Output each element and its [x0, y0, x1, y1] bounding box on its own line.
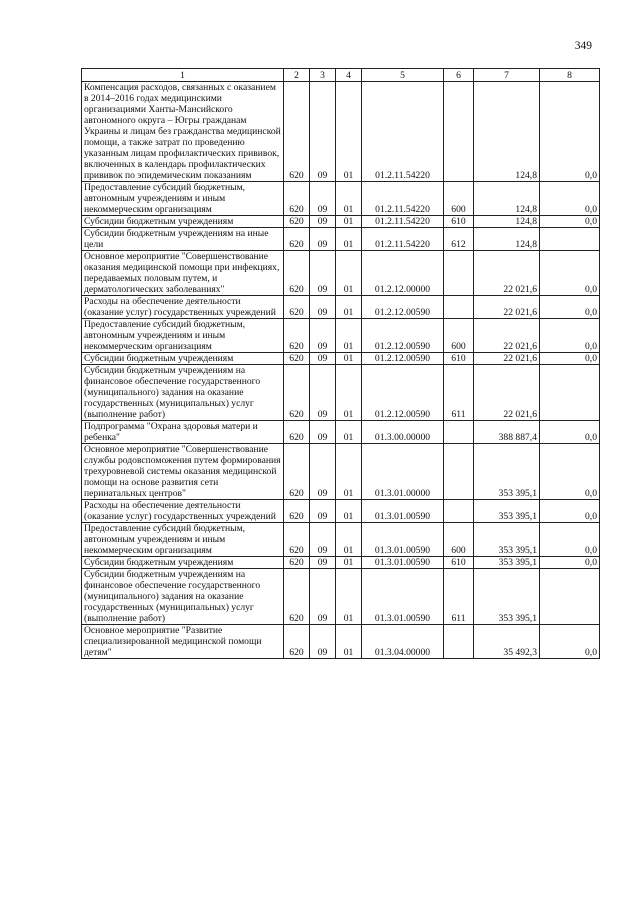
header-cell: 2	[284, 69, 310, 82]
admin-code-cell: 620	[284, 557, 310, 569]
row-name-cell: Основное мероприятие "Совершенствование службы родовспоможения путем формирования трехуровневой системы оказания медицинской помощи на основе развития сети перинатальных центров"	[82, 444, 284, 500]
amount-cell: 388 887,4	[474, 421, 540, 444]
expense-type-cell: 611	[444, 569, 474, 625]
section-code-cell: 09	[310, 569, 336, 625]
section-code-cell: 09	[310, 216, 336, 228]
row-name-cell: Подпрограмма "Охрана здоровья матери и ребенка"	[82, 421, 284, 444]
amount-cell: 124,8	[474, 82, 540, 182]
target-article-cell: 01.3.01.00590	[362, 569, 444, 625]
subsection-code-cell: 01	[336, 216, 362, 228]
table-row	[82, 296, 600, 319]
amount-cell: 0,0	[540, 421, 600, 444]
header-cell: 5	[362, 69, 444, 82]
target-article-cell: 01.3.01.00590	[362, 523, 444, 557]
expense-type-cell	[444, 500, 474, 523]
header-cell: 4	[336, 69, 362, 82]
amount-cell: 0,0	[540, 353, 600, 365]
subsection-code-cell: 01	[336, 228, 362, 251]
expense-type-cell: 600	[444, 319, 474, 353]
section-code-cell: 09	[310, 296, 336, 319]
subsection-code-cell: 01	[336, 625, 362, 659]
amount-cell: 0,0	[540, 500, 600, 523]
table-row	[82, 625, 600, 659]
subsection-code-cell: 01	[336, 296, 362, 319]
admin-code-cell: 620	[284, 569, 310, 625]
section-code-cell: 09	[310, 557, 336, 569]
section-code-cell: 09	[310, 421, 336, 444]
amount-cell: 353 395,1	[474, 444, 540, 500]
table-row	[82, 216, 600, 228]
target-article-cell: 01.3.01.00590	[362, 500, 444, 523]
section-code-cell: 09	[310, 500, 336, 523]
section-code-cell: 09	[310, 523, 336, 557]
row-name-cell: Субсидии бюджетным учреждениям	[82, 353, 284, 365]
admin-code-cell: 620	[284, 82, 310, 182]
amount-cell: 124,8	[474, 228, 540, 251]
target-article-cell: 01.2.12.00590	[362, 353, 444, 365]
admin-code-cell: 620	[284, 353, 310, 365]
amount-cell: 22 021,6	[474, 296, 540, 319]
row-name-cell: Расходы на обеспечение деятельности (оказание услуг) государственных учреждений	[82, 500, 284, 523]
table-row	[82, 228, 600, 251]
amount-cell: 0,0	[540, 557, 600, 569]
row-name-cell: Расходы на обеспечение деятельности (оказание услуг) государственных учреждений	[82, 296, 284, 319]
target-article-cell: 01.2.11.54220	[362, 216, 444, 228]
expense-type-cell	[444, 421, 474, 444]
expense-type-cell	[444, 82, 474, 182]
table-row	[82, 353, 600, 365]
target-article-cell: 01.3.01.00590	[362, 557, 444, 569]
subsection-code-cell: 01	[336, 353, 362, 365]
amount-cell	[540, 228, 600, 251]
row-name-cell: Субсидии бюджетным учреждениям	[82, 216, 284, 228]
amount-cell: 0,0	[540, 251, 600, 296]
table-header-row	[82, 69, 600, 82]
table-body	[82, 82, 600, 659]
row-name-cell: Основное мероприятие "Совершенствование оказания медицинской помощи при инфекциях, передаваемых половым путем, и дерматологических заболеваниях"	[82, 251, 284, 296]
section-code-cell: 09	[310, 251, 336, 296]
expense-type-cell: 610	[444, 557, 474, 569]
target-article-cell: 01.3.00.00000	[362, 421, 444, 444]
page-number: 349	[574, 40, 592, 52]
admin-code-cell: 620	[284, 216, 310, 228]
subsection-code-cell: 01	[336, 182, 362, 216]
table-row	[82, 444, 600, 500]
amount-cell: 353 395,1	[474, 557, 540, 569]
target-article-cell: 01.2.12.00590	[362, 319, 444, 353]
target-article-cell: 01.2.12.00000	[362, 251, 444, 296]
admin-code-cell: 620	[284, 182, 310, 216]
section-code-cell: 09	[310, 444, 336, 500]
table-row	[82, 421, 600, 444]
amount-cell: 22 021,6	[474, 365, 540, 421]
row-name-cell: Предоставление субсидий бюджетным, автономным учреждениям и иным некоммерческим организациям	[82, 182, 284, 216]
expense-type-cell: 600	[444, 523, 474, 557]
amount-cell: 0,0	[540, 625, 600, 659]
amount-cell: 124,8	[474, 216, 540, 228]
admin-code-cell: 620	[284, 296, 310, 319]
expense-type-cell: 612	[444, 228, 474, 251]
budget-table	[81, 68, 600, 659]
header-cell: 8	[540, 69, 600, 82]
amount-cell: 353 395,1	[474, 500, 540, 523]
header-cell: 3	[310, 69, 336, 82]
expense-type-cell: 610	[444, 216, 474, 228]
table-row	[82, 569, 600, 625]
amount-cell: 0,0	[540, 182, 600, 216]
target-article-cell: 01.2.12.00590	[362, 365, 444, 421]
section-code-cell: 09	[310, 182, 336, 216]
admin-code-cell: 620	[284, 523, 310, 557]
row-name-cell: Компенсация расходов, связанных с оказанием в 2014–2016 годах медицинскими организациями Ханты-Мансийского автономного округа – Югры гражданам Украины и лицам без гражданства медицинской помощи, а также затрат по проведению указанным лицам профилактических прививок, включенных в календарь профилактических прививок по эпидемическим показаниям	[82, 82, 284, 182]
expense-type-cell: 600	[444, 182, 474, 216]
expense-type-cell	[444, 625, 474, 659]
row-name-cell: Предоставление субсидий бюджетным, автономным учреждениям и иным некоммерческим организациям	[82, 523, 284, 557]
amount-cell	[540, 569, 600, 625]
admin-code-cell: 620	[284, 251, 310, 296]
amount-cell: 0,0	[540, 319, 600, 353]
amount-cell: 22 021,6	[474, 251, 540, 296]
expense-type-cell: 611	[444, 365, 474, 421]
admin-code-cell: 620	[284, 319, 310, 353]
amount-cell: 124,8	[474, 182, 540, 216]
table-row	[82, 82, 600, 182]
admin-code-cell: 620	[284, 444, 310, 500]
header-cell: 1	[82, 69, 284, 82]
section-code-cell: 09	[310, 365, 336, 421]
subsection-code-cell: 01	[336, 523, 362, 557]
amount-cell: 353 395,1	[474, 523, 540, 557]
subsection-code-cell: 01	[336, 569, 362, 625]
amount-cell: 22 021,6	[474, 319, 540, 353]
admin-code-cell: 620	[284, 228, 310, 251]
amount-cell: 0,0	[540, 444, 600, 500]
expense-type-cell	[444, 444, 474, 500]
subsection-code-cell: 01	[336, 82, 362, 182]
amount-cell: 0,0	[540, 82, 600, 182]
target-article-cell: 01.2.11.54220	[362, 228, 444, 251]
target-article-cell: 01.2.11.54220	[362, 182, 444, 216]
subsection-code-cell: 01	[336, 557, 362, 569]
row-name-cell: Субсидии бюджетным учреждениям на финансовое обеспечение государственного (муниципального) задания на оказание государственных (муниципальных) услуг (выполнение работ)	[82, 569, 284, 625]
expense-type-cell	[444, 251, 474, 296]
section-code-cell: 09	[310, 228, 336, 251]
row-name-cell: Предоставление субсидий бюджетным, автономным учреждениям и иным некоммерческим организациям	[82, 319, 284, 353]
section-code-cell: 09	[310, 82, 336, 182]
amount-cell: 35 492,3	[474, 625, 540, 659]
row-name-cell: Субсидии бюджетным учреждениям на иные цели	[82, 228, 284, 251]
target-article-cell: 01.3.01.00000	[362, 444, 444, 500]
expense-type-cell: 610	[444, 353, 474, 365]
header-cell: 7	[474, 69, 540, 82]
row-name-cell: Субсидии бюджетным учреждениям	[82, 557, 284, 569]
row-name-cell: Основное мероприятие "Развитие специализированной медицинской помощи детям"	[82, 625, 284, 659]
admin-code-cell: 620	[284, 500, 310, 523]
admin-code-cell: 620	[284, 421, 310, 444]
subsection-code-cell: 01	[336, 421, 362, 444]
target-article-cell: 01.2.12.00590	[362, 296, 444, 319]
table-row	[82, 319, 600, 353]
table-row	[82, 523, 600, 557]
section-code-cell: 09	[310, 353, 336, 365]
section-code-cell: 09	[310, 625, 336, 659]
amount-cell: 0,0	[540, 523, 600, 557]
admin-code-cell: 620	[284, 365, 310, 421]
subsection-code-cell: 01	[336, 365, 362, 421]
table-row	[82, 557, 600, 569]
target-article-cell: 01.3.04.00000	[362, 625, 444, 659]
amount-cell: 353 395,1	[474, 569, 540, 625]
expense-type-cell	[444, 296, 474, 319]
table-row	[82, 182, 600, 216]
amount-cell	[540, 365, 600, 421]
section-code-cell: 09	[310, 319, 336, 353]
admin-code-cell: 620	[284, 625, 310, 659]
subsection-code-cell: 01	[336, 319, 362, 353]
row-name-cell: Субсидии бюджетным учреждениям на финансовое обеспечение государственного (муниципального) задания на оказание государственных (муниципальных) услуг (выполнение работ)	[82, 365, 284, 421]
amount-cell: 0,0	[540, 216, 600, 228]
table-row	[82, 251, 600, 296]
subsection-code-cell: 01	[336, 500, 362, 523]
subsection-code-cell: 01	[336, 444, 362, 500]
amount-cell: 0,0	[540, 296, 600, 319]
table-row	[82, 500, 600, 523]
target-article-cell: 01.2.11.54220	[362, 82, 444, 182]
amount-cell: 22 021,6	[474, 353, 540, 365]
subsection-code-cell: 01	[336, 251, 362, 296]
header-cell: 6	[444, 69, 474, 82]
table-row	[82, 365, 600, 421]
